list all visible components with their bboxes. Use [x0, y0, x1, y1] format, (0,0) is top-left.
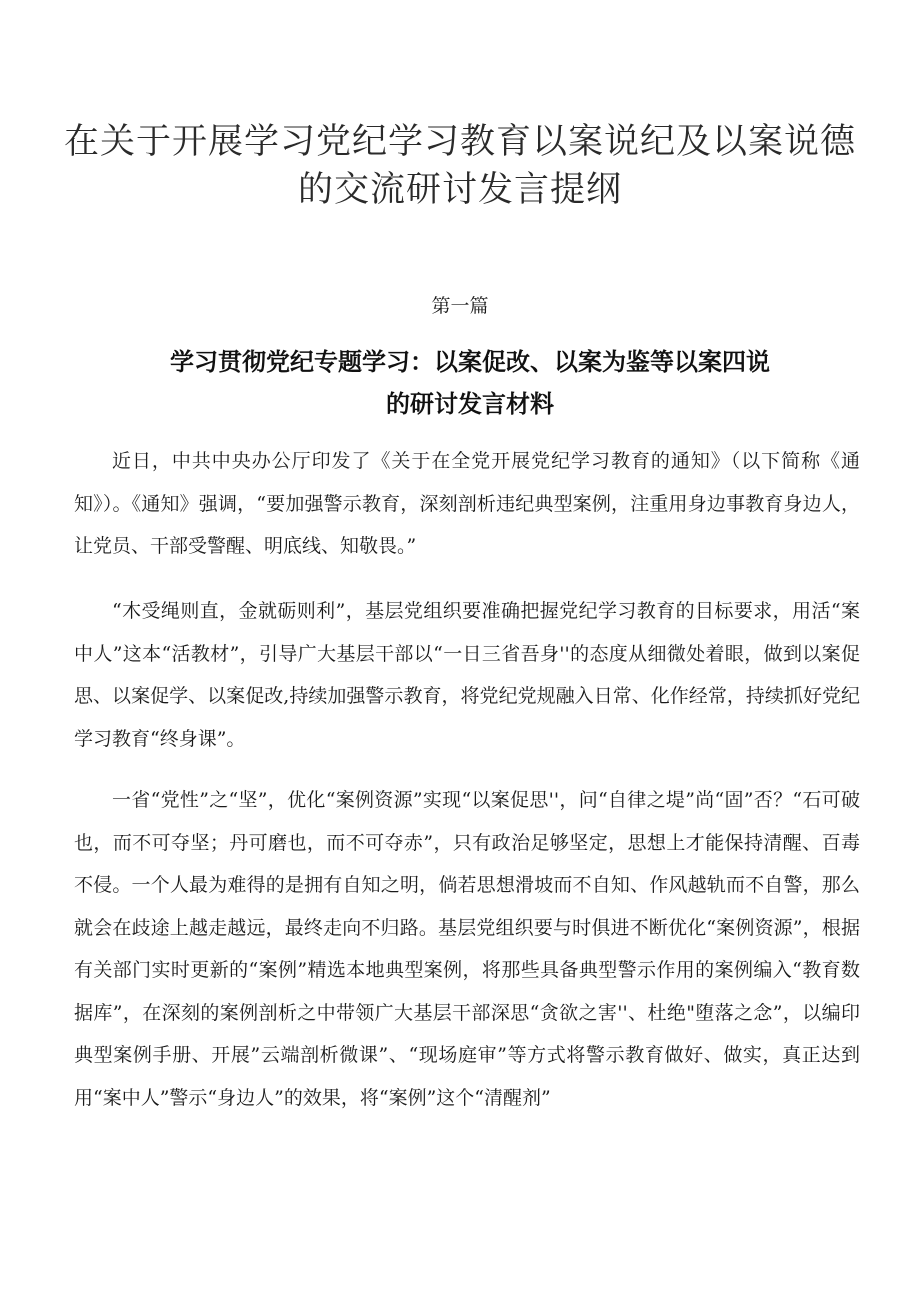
document-title-line-1: 在关于开展学习党纪学习教育以案说纪及以案说德 [63, 122, 856, 162]
body-paragraph-3: 一省“党性”之“坚”，优化“案例资源”实现“以案促思''，问“自律之堤”尚“固”否？“石可破也，而不可夺坚；丹可磨也，而不可夺赤”，只有政治足够坚定，思想上才能保持清醒、百毒不侵。一个人最为难得的是拥有自知之明，倘若思想滑坡而不自知、作风越轨而不自警，那么就会在歧途上越走越远，最终走向不归路。基层党组织要与时俱进不断优化“案例资源”，根据有关部门实时更新的“案例”精选本地典型案例，将那些具备典型警示作用的案例编入“教育数据库”，在深刻的案例剖析之中带领广大基层干部深思“贪欲之害''、杜绝"堕落之念”，以编印典型案例手册、开展”云端剖析微课”、“现场庭审”等方式将警示教育做好、做实，真正达到用“案中人”警示“身边人”的效果，将“案例”这个“清醒剂” [74, 789, 860, 1109]
section-subtitle-line-2: 的研讨发言材料 [386, 390, 554, 418]
section-subtitle [100, 341, 840, 425]
body-paragraph-1: 近日，中共中央办公厅印发了《关于在全党开展党纪学习教育的通知》（以下简称《通知》）。《通知》强调，“要加强警示教育，深刻剖析违纪典型案例，注重用身边事教育身边人，让党员、干部受警醒、明底线、知敬畏。” [74, 450, 860, 557]
document-title-line-2: 的交流研讨发言提纲 [297, 170, 622, 210]
section-label: 第一篇 [431, 295, 489, 317]
body-paragraph-2: “木受绳则直，金就砺则利”，基层党组织要准确把握党纪学习教育的目标要求，用活“案中人”这本“活教材”，引导广大基层干部以“一日三省吾身''的态度从细微处着眼，做到以案促思、以案促学、以案促改,持续加强警示教育，将党纪党规融入日常、化作经常，持续抓好党纪学习教育“终身课”。 [74, 600, 860, 750]
document-title [60, 118, 860, 214]
section-subtitle-line-1: 学习贯彻党纪专题学习：以案促改、以案为鉴等以案四说 [170, 348, 770, 376]
